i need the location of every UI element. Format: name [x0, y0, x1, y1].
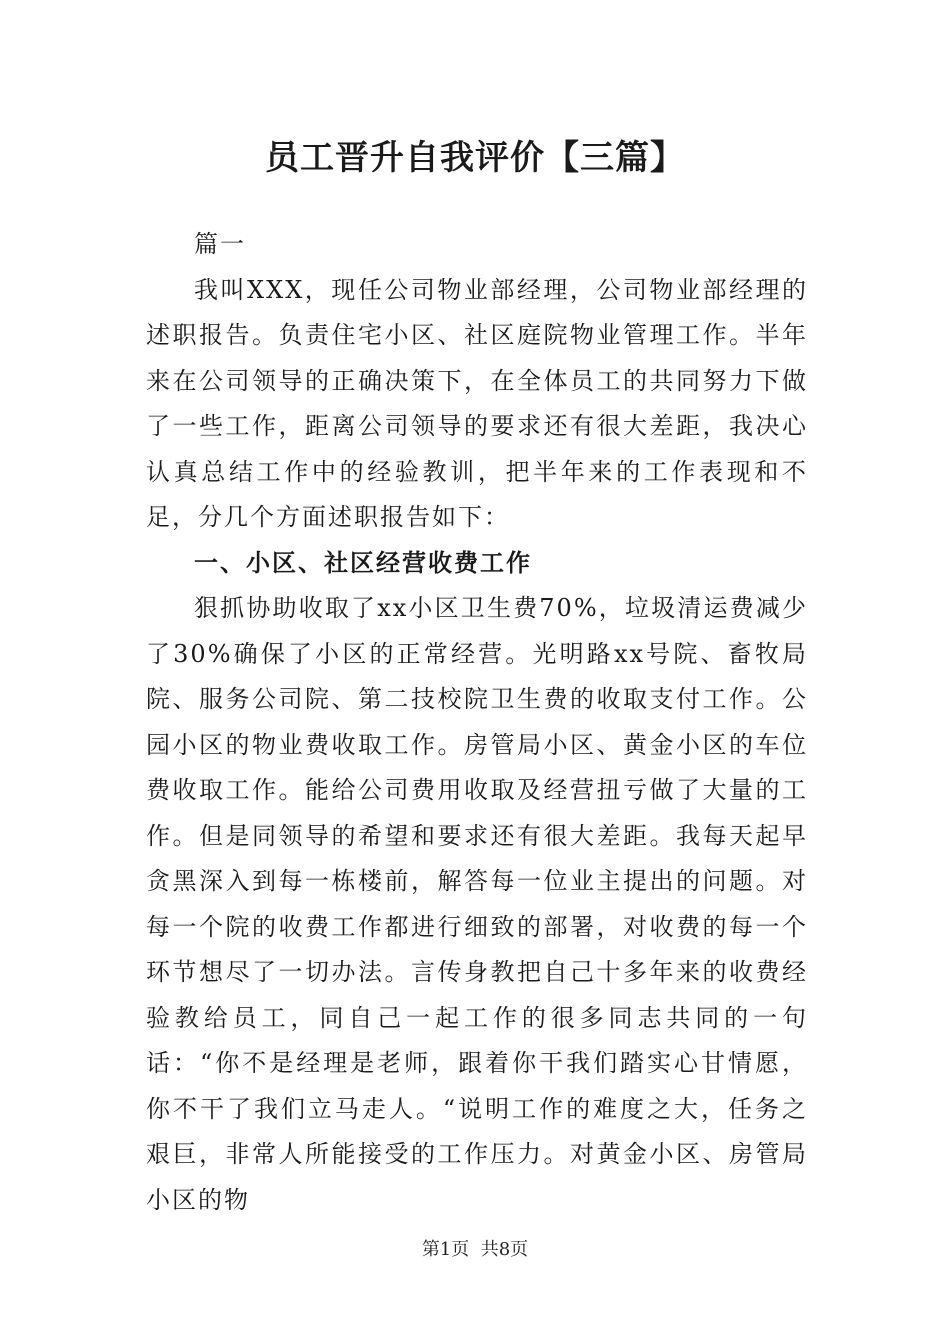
page-footer	[0, 1238, 950, 1262]
section-heading: 一、小区、社区经营收费工作	[194, 548, 532, 577]
section-label: 篇一	[194, 230, 246, 258]
paragraph-intro: 我叫XXX，现任公司物业部经理，公司物业部经理的述职报告。负责住宅小区、社区庭院物业管理工作。半年来在公司领导的正确决策下，在全体员工的共同努力下做了一些工作，距离公司领导的要求还有很大差距，我决心认真总结工作中的经验教训，把半年来的工作表现和不足，分几个方面述职报告如下：	[146, 275, 808, 531]
document-title: 员工晋升自我评价【三篇】	[265, 138, 685, 178]
document-body	[146, 222, 808, 1223]
paragraph-fees: 狠抓协助收取了xx小区卫生费70%，垃圾清运费减少了30%确保了小区的正常经营。光明路xx号院、畜牧局院、服务公司院、第二技校院卫生费的收取支付工作。公园小区的物业费收取工作。房管局小区、黄金小区的车位费收取工作。能给公司费用收取及经营扭亏做了大量的工作。但是同领导的希望和要求还有很大差距。我每天起早贪黑深入到每一栋楼前，解答每一位业主提出的问题。对每一个院的收费工作都进行细致的部署，对收费的每一个环节想尽了一切办法。言传身教把自己十多年来的收费经验教给员工，同自己一起工作的很多同志共同的一句话：“你不是经理是老师，跟着你干我们踏实心甘情愿，你不干了我们立马走人。“说明工作的难度之大，任务之艰巨，非常人所能接受的工作压力。对黄金小区、房管局小区的物	[146, 594, 808, 1214]
page-number: 第1页 共8页	[421, 1239, 529, 1260]
